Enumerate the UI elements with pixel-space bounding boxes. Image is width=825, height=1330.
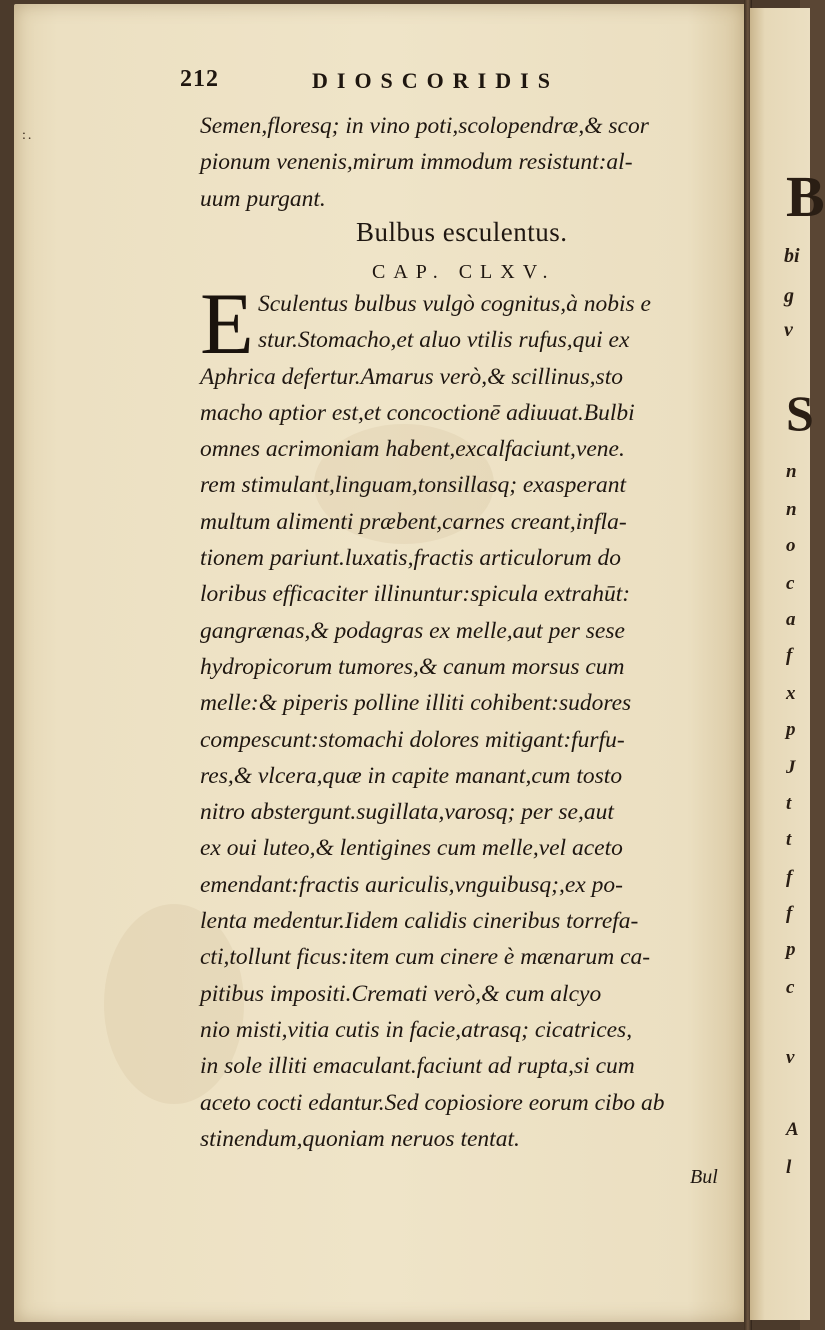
facing-page-glyph: f [786,645,793,666]
folio-number: 212 [180,66,219,92]
facing-page-glyph: S [786,385,814,441]
marginal-mark: :. [22,128,34,143]
facing-page-edge [750,8,825,1320]
text-line: Semen,floresq; in vino poti,scolopendræ,& scor [200,113,649,139]
text-line: cti,tollunt ficus:item cum cinere è mænarum ca- [200,944,651,971]
facing-page-glyph: bi [784,245,800,267]
text-line: emendant:fractis auriculis,vnguibusq;,ex po- [200,871,623,898]
facing-page-glyph: t [786,829,792,850]
facing-page-glyph: n [786,461,797,482]
text-line: hydropicorum tumores,& canum morsus cum [200,653,625,680]
facing-page-glyph: B [786,164,825,229]
facing-page-glyph: v [784,319,793,341]
text-line: stinendum,quoniam neruos tentat. [200,1125,520,1152]
text-line: Sculentus bulbus vulgò cognitus,à nobis e [258,291,651,317]
text-line: nio misti,vitia cutis in facie,atrasq; cicatrices, [200,1016,633,1043]
facing-page-glyph: c [786,573,795,594]
text-line: ex oui luteo,& lentigines cum melle,vel aceto [200,835,623,862]
text-line: macho aptior est,et concoctionē adiuuat.Bulbi [200,399,635,426]
text-line: Aphrica defertur.Amarus verò,& scillinus,sto [200,363,623,390]
facing-page-glyph: o [786,535,796,556]
text-line: res,& vlcera,quæ in capite manant,cum tosto [200,762,623,789]
text-line: stur.Stomacho,et aluo vtilis rufus,qui ex [258,327,630,354]
text-line: gangrænas,& podagras ex melle,aut per sese [200,617,625,644]
facing-page-glyph: p [786,719,796,740]
continued-text [200,108,740,217]
facing-page-glyph: l [786,1157,792,1178]
facing-page-glyph: n [786,499,797,520]
text-line: compescunt:stomachi dolores mitigant:furfu- [200,726,625,753]
section-heading: Bulbus esculentus. [356,217,568,247]
text-line: omnes acrimoniam habent,excalfaciunt,vene. [200,436,625,463]
text-line: aceto cocti edantur.Sed copiosiore eorum cibo ab [200,1089,665,1116]
facing-page-glyph: A [786,1119,799,1140]
text-line: multum alimenti præbent,carnes creant,infla- [200,508,627,535]
facing-page-glyph: t [786,793,792,814]
chapter-body [200,276,740,1157]
facing-page-glyph: p [786,939,796,960]
text-line: pionum venenis,mirum immodum resistunt:al- [200,149,633,176]
page-header [180,66,600,100]
facing-page-glyph: a [786,609,796,630]
catchword: Bul [690,1166,718,1188]
facing-page-glyph: v [786,1047,795,1068]
text-line: lenta medentur.Iidem calidis cineribus torrefa- [200,908,639,935]
facing-page-glyph: J [786,757,796,778]
facing-page-glyph: f [786,867,793,888]
facing-page-glyph: c [786,977,795,998]
text-line: tionem pariunt.luxatis,fractis articulorum do [200,545,622,572]
facing-page-glyph: f [786,903,793,924]
chapter-number: CAP. CLXV. [372,261,556,283]
text-line: in sole illiti emaculant.faciunt ad rupta,si cum [200,1053,635,1080]
facing-page-glyph: x [786,683,796,704]
facing-page-glyph: g [784,285,794,307]
text-line: nitro abstergunt.sugillata,varosq; per se,aut [200,799,614,826]
running-title: DIOSCORIDIS [312,68,559,93]
text-line: rem stimulant,linguam,tonsillasq; exasperant [200,472,627,499]
drop-cap: E [200,276,254,373]
text-line: pitibus impositi.Cremati verò,& cum alcyo [200,980,602,1007]
text-line: uum purgant. [200,185,326,212]
text-line: melle:& piperis polline illiti cohibent:sudores [200,690,632,717]
text-line: loribus efficaciter illinuntur:spicula extrahūt: [200,581,631,608]
